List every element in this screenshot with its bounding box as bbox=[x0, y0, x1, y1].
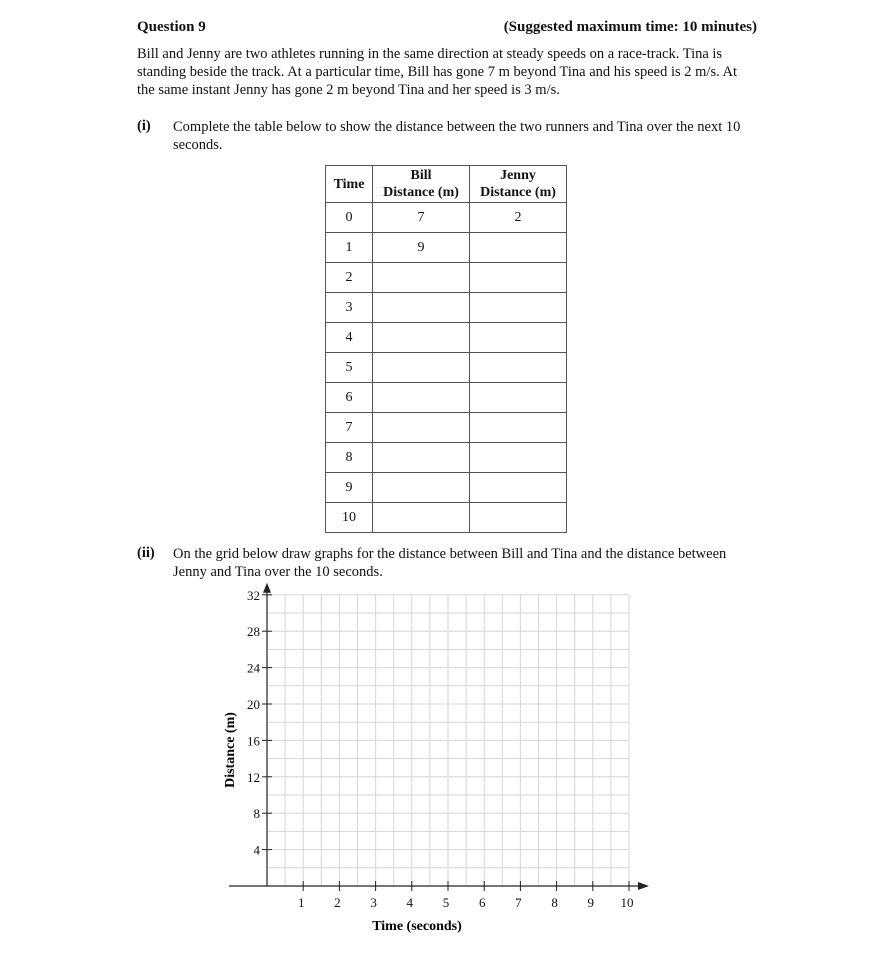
x-axis-arrow-icon bbox=[638, 882, 649, 890]
y-tick-label: 28 bbox=[247, 624, 260, 640]
time-cell: 9 bbox=[326, 473, 373, 503]
header-bill-line2: Distance (m) bbox=[383, 185, 459, 200]
part-ii-text: On the grid below draw graphs for the distance between Bill and Tina and the distance between Jenny and Tina over the 10 seconds. bbox=[173, 546, 727, 580]
tick-marks bbox=[262, 595, 629, 891]
y-tick-label: 4 bbox=[253, 842, 260, 858]
part-ii-label: (ii) bbox=[137, 545, 155, 561]
header-time: Time bbox=[326, 166, 373, 203]
x-tick-label: 3 bbox=[370, 895, 377, 910]
y-tick-label: 12 bbox=[247, 769, 260, 785]
time-cell: 1 bbox=[326, 233, 373, 263]
time-cell: 3 bbox=[326, 293, 373, 323]
x-tick-label: 2 bbox=[334, 895, 341, 910]
time-cell: 5 bbox=[326, 353, 373, 383]
y-tick-label: 8 bbox=[253, 806, 260, 822]
bill-cell[interactable]: 9 bbox=[373, 233, 470, 263]
question-intro: Bill and Jenny are two athletes running in the same direction at steady speeds on a race-track. Tina is standing beside the track. At a particular time, Bill has gone 7 m beyond Tina and his speed is 2 m/s. At the same instant Jenny has gone 2 m beyond Tina and her speed is 3 m/s. bbox=[137, 46, 738, 98]
x-tick-label: 5 bbox=[442, 895, 450, 910]
time-cell: 4 bbox=[326, 323, 373, 353]
x-tick-label: 6 bbox=[478, 895, 486, 910]
header-bill-line1: Bill bbox=[410, 168, 432, 183]
jenny-cell[interactable]: 2 bbox=[470, 203, 567, 233]
header-jenny-line1: Jenny bbox=[500, 168, 536, 183]
x-tick-label: 7 bbox=[515, 895, 522, 910]
x-tick-label: 1 bbox=[297, 895, 305, 910]
time-cell: 10 bbox=[326, 503, 373, 533]
part-i-text: Complete the table below to show the distance between the two runners and Tina over the next 10 seconds. bbox=[173, 119, 741, 153]
time-cell: 0 bbox=[326, 203, 373, 233]
time-cell: 7 bbox=[326, 413, 373, 443]
time-cell: 6 bbox=[326, 383, 373, 413]
time-cell: 2 bbox=[326, 263, 373, 293]
y-tick-label: 24 bbox=[247, 660, 260, 676]
x-tick-label: 4 bbox=[406, 895, 414, 910]
y-axis-arrow-icon bbox=[263, 583, 271, 593]
question-title: Question 9 bbox=[137, 19, 206, 35]
x-tick-label: 8 bbox=[551, 895, 558, 910]
x-axis-label: Time (seconds) bbox=[372, 919, 462, 934]
x-tick-label: 10 bbox=[620, 895, 634, 910]
header-jenny-line2: Distance (m) bbox=[480, 185, 556, 200]
grid-lines bbox=[267, 595, 629, 886]
time-note: (Suggested maximum time: 10 minutes) bbox=[503, 19, 757, 35]
part-i-label: (i) bbox=[137, 118, 151, 134]
time-cell: 8 bbox=[326, 443, 373, 473]
axes bbox=[229, 583, 649, 890]
bill-cell[interactable]: 7 bbox=[373, 203, 470, 233]
x-tick-label: 9 bbox=[587, 895, 595, 910]
y-tick-label: 20 bbox=[247, 697, 260, 712]
tick-labels bbox=[247, 588, 634, 910]
y-tick-label: 16 bbox=[247, 733, 260, 749]
y-axis-label: Distance (m) bbox=[223, 712, 238, 788]
y-tick-label: 32 bbox=[247, 587, 260, 603]
